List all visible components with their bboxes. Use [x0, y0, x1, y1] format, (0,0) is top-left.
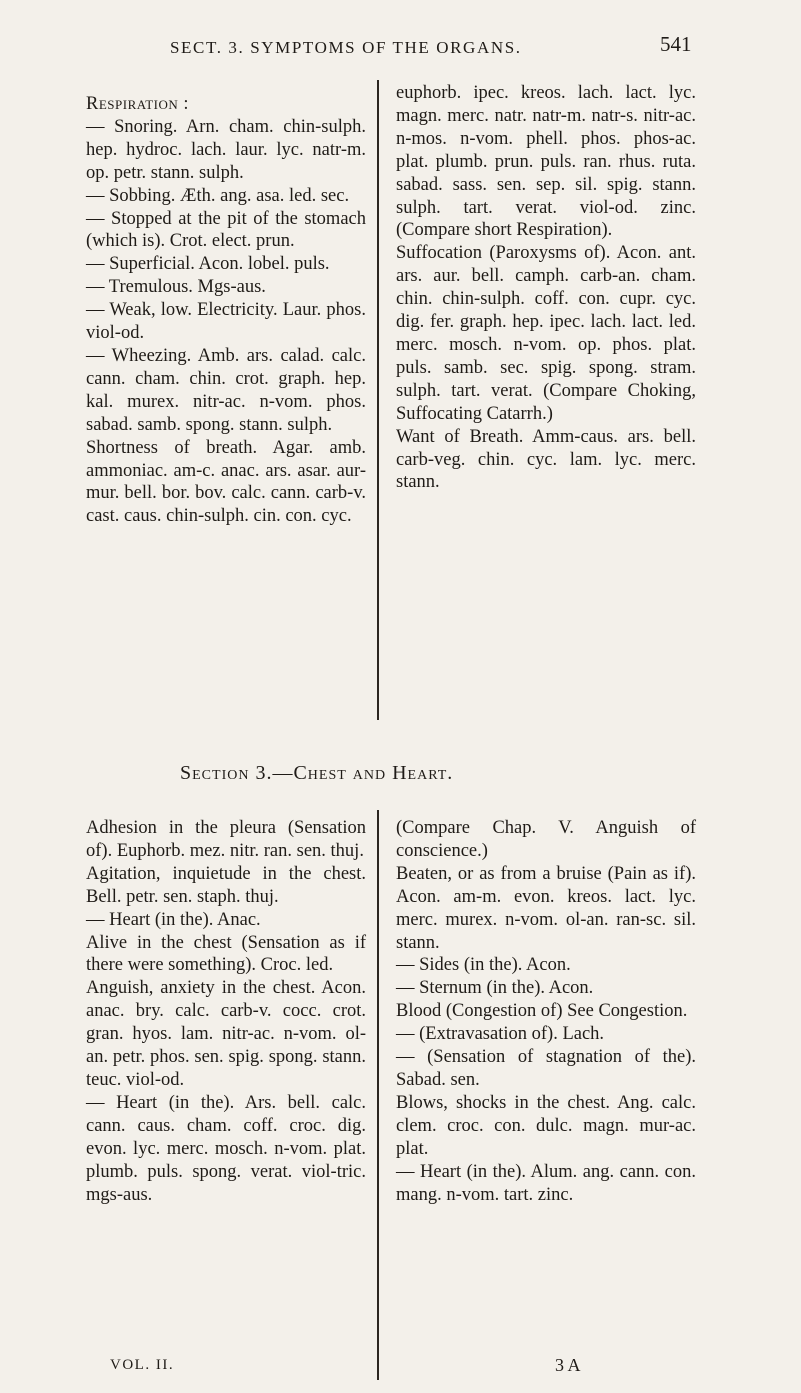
- column-top-right: [396, 82, 696, 494]
- entry-heading: Respiration :: [86, 94, 189, 114]
- entry: — Superficial. Acon. lobel. puls.: [86, 254, 330, 275]
- entry: Shortness of breath. Agar. amb. ammoniac. am-c. anac. ars. asar. aur-mur. bell. bor. bov. calc. cann. carb-v. cast. caus. chin-sulph. cin. con. cyc.: [86, 437, 366, 527]
- column-rule-bottom: [377, 810, 379, 1380]
- entry: — Stopped at the pit of the stomach (which is). Crot. elect. prun.: [86, 208, 366, 252]
- column-top-left: [86, 93, 366, 528]
- entry: Agitation, inquietude in the chest. Bell. petr. sen. staph. thuj.: [86, 863, 366, 907]
- entry: Beaten, or as from a bruise (Pain as if). Acon. am-m. evon. kreos. lact. lyc. merc. murex. n-vom. ol-an. ran-sc. sil. stann.: [396, 863, 696, 953]
- column-bottom-left: [86, 817, 366, 1206]
- column-rule-top: [377, 80, 379, 720]
- entry: — Sternum (in the). Acon.: [396, 978, 594, 999]
- entry: — Snoring. Arn. cham. chin-sulph. hep. hydroc. lach. laur. lyc. natr-m. op. petr. stann. sulph.: [86, 116, 366, 183]
- running-head: SECT. 3. SYMPTOMS OF THE ORGANS.: [170, 38, 522, 57]
- entry: — Sobbing. Æth. ang. asa. led. sec.: [86, 185, 350, 206]
- entry: — Wheezing. Amb. ars. calad. calc. cann. cham. chin. crot. graph. hep. kal. murex. nitr-ac. n-vom. phos. sabad. samb. spong. stann. sulph.: [86, 345, 366, 435]
- entry: — (Extravasation of). Lach.: [396, 1024, 605, 1045]
- entry: euphorb. ipec. kreos. lach. lact. lyc. magn. merc. natr. natr-m. natr-s. nitr-ac. n-mos. n-vom. phell. phos. phos-ac. plat. plumb. prun. puls. ran. rhus. ruta. sabad. sass. sen. sep. sil. spig. stann. sulph. tart. verat. viol-od. zinc. (Compare short Respiration).: [396, 83, 696, 241]
- entry: — Heart (in the). Alum. ang. cann. con. mang. n-vom. tart. zinc.: [396, 1161, 696, 1205]
- volume-label: VOL. II.: [110, 1357, 175, 1373]
- entry: Anguish, anxiety in the chest. Acon. anac. bry. calc. carb-v. cocc. crot. gran. hyos. lam. nitr-ac. n-vom. ol-an. petr. phos. sen. spig. spong. stann. teuc. viol-od.: [86, 978, 366, 1090]
- entry: — Tremulous. Mgs-aus.: [86, 277, 266, 298]
- page-number: 541: [660, 32, 692, 56]
- entry: — Sides (in the). Acon.: [396, 955, 571, 976]
- section-heading: Section 3.—Chest and Heart.: [180, 762, 454, 784]
- entry: (Compare Chap. V. Anguish of conscience.): [396, 818, 696, 861]
- entry: Want of Breath. Amm-caus. ars. bell. carb-veg. chin. cyc. lam. lyc. merc. stann.: [396, 426, 696, 493]
- entry: — Heart (in the). Anac.: [86, 909, 261, 930]
- entry: Blood (Congestion of) See Congestion.: [396, 1001, 688, 1022]
- entry: Blows, shocks in the chest. Ang. calc. clem. croc. con. dulc. magn. mur-ac. plat.: [396, 1092, 696, 1159]
- signature-mark: 3 A: [555, 1355, 581, 1375]
- entry: Suffocation (Paroxysms of). Acon. ant. ars. aur. bell. camph. carb-an. cham. chin. chin-sulph. coff. con. cupr. cyc. dig. fer. graph. hep. ipec. lach. lact. led. merc. mosch. n-vom. op. phos. plat. puls. samb. sec. spig. spong. stram. sulph. tart. verat. (Compare Choking, Suffocating Catarrh.): [396, 243, 696, 424]
- entry: — (Sensation of stagnation of the). Sabad. sen.: [396, 1047, 696, 1090]
- entry: Alive in the chest (Sensation as if there were something). Croc. led.: [86, 932, 366, 976]
- entry: Adhesion in the pleura (Sensation of). Euphorb. mez. nitr. ran. sen. thuj.: [86, 818, 366, 861]
- column-bottom-right: [396, 817, 696, 1206]
- entry: — Heart (in the). Ars. bell. calc. cann. caus. cham. coff. croc. dig. evon. lyc. merc. mosch. n-vom. plat. plumb. puls. spong. verat. viol-tric. mgs-aus.: [86, 1092, 366, 1205]
- entry: — Weak, low. Electricity. Laur. phos. viol-od.: [86, 300, 366, 344]
